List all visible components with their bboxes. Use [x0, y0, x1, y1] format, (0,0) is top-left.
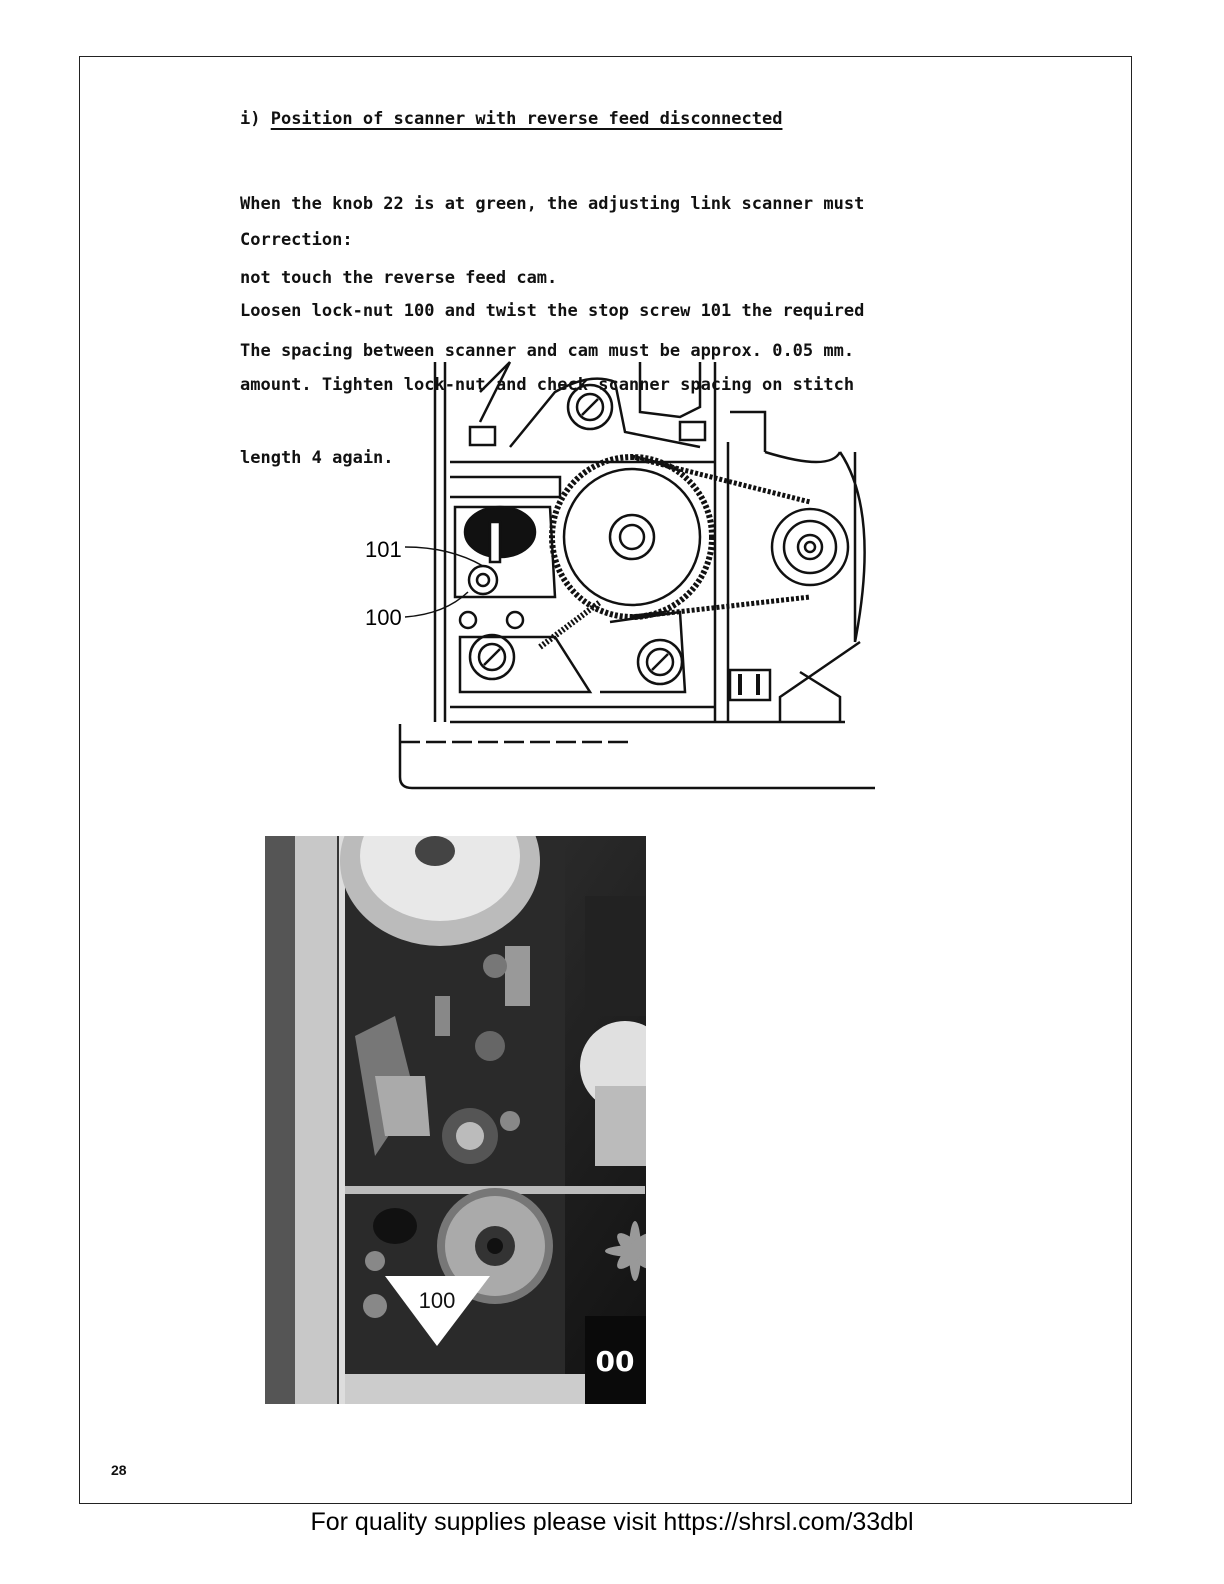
correction-line: length 4 again.	[240, 448, 394, 468]
section-prefix: i)	[240, 109, 271, 129]
callout-label-100: 100	[365, 605, 402, 630]
correction-title: Correction:	[240, 230, 353, 250]
paragraph-line: The spacing between scanner and cam must be approx. 0.05 mm.	[240, 341, 855, 361]
correction-line: amount. Tighten lock-nut and check scanner spacing on stitch	[240, 374, 855, 395]
footer-text: For quality supplies please visit https://shrsl.com/33dbl	[310, 1508, 914, 1536]
photo-corner-marks: 00	[595, 1345, 635, 1378]
correction-line: Loosen lock-nut 100 and twist the stop screw 101 the required	[240, 301, 865, 321]
mechanism-line-drawing	[360, 352, 890, 797]
paragraph-line: When the knob 22 is at green, the adjusting link scanner must	[240, 194, 865, 214]
section-heading	[240, 107, 782, 132]
photo-callout-label: 100	[418, 1288, 456, 1313]
paragraph-line: not touch the reverse feed cam.	[240, 267, 558, 288]
mechanism-photograph	[265, 836, 646, 1404]
page-number: 28	[111, 1462, 127, 1478]
section-title: Position of scanner with reverse feed disconnected	[270, 109, 783, 129]
callout-label-101: 101	[365, 537, 402, 562]
